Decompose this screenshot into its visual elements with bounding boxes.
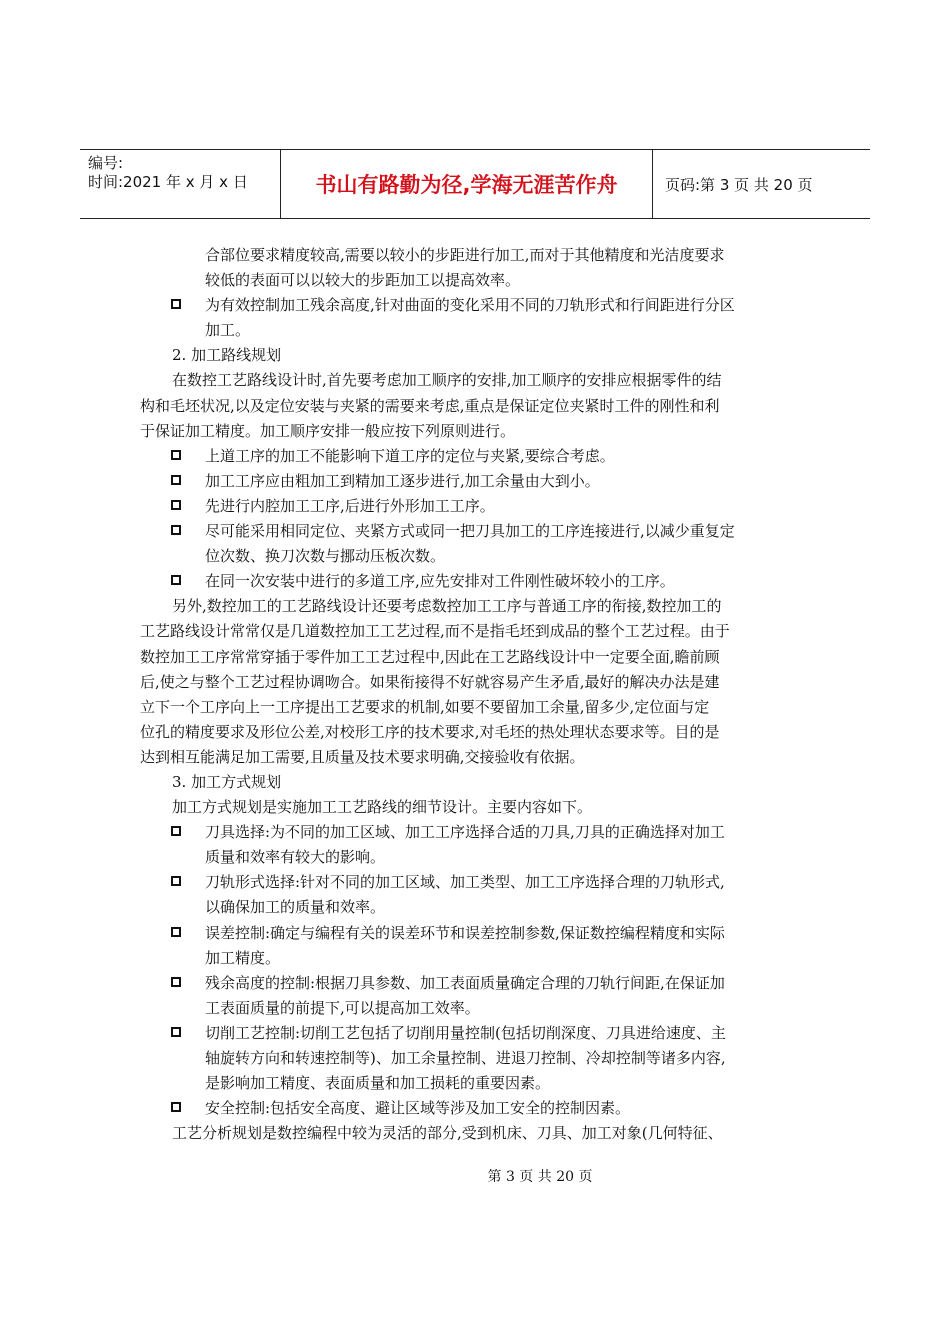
line-text: 工表面质量的前提下,可以提高加工效率。	[205, 998, 480, 1017]
line-text: 另外,数控加工的工艺路线设计还要考虑数控加工工序与普通工序的衔接,数控加工的	[172, 597, 722, 616]
checkbox-bullet-icon	[171, 1027, 181, 1037]
text-line	[140, 695, 820, 720]
line-text: 在数控工艺路线设计时,首先要考虑加工顺序的安排,加工顺序的安排应根据零件的结	[172, 371, 722, 390]
text-line	[140, 670, 820, 695]
line-text: 2. 加工路线规划	[172, 346, 282, 365]
line-text: 是影响加工精度、表面质量和加工损耗的重要因素。	[205, 1074, 551, 1093]
line-text: 质量和效率有较大的影响。	[205, 848, 386, 867]
line-text: 数控加工工序常常穿插于零件加工工艺过程中,因此在工艺路线设计中一定要全面,瞻前顾	[140, 647, 720, 666]
line-text: 位次数、换刀次数与挪动压板次数。	[205, 547, 446, 566]
date-label: 时间:2021 年 x 月 x 日	[88, 173, 248, 191]
line-text: 先进行内腔加工工序,后进行外形加工工序。	[205, 496, 495, 515]
text-line	[140, 594, 820, 619]
motto: 书山有路勤为径,学海无涯苦作舟	[281, 150, 653, 218]
text-line	[140, 619, 820, 644]
bullet-line	[140, 921, 820, 946]
line-text: 刀轨形式选择:针对不同的加工区域、加工类型、加工工序选择合理的刀轨形式,	[205, 873, 725, 892]
text-line	[140, 268, 820, 293]
checkbox-bullet-icon	[171, 525, 181, 535]
line-text: 轴旋转方向和转速控制等)、加工余量控制、进退刀控制、冷却控制等诸多内容,	[205, 1049, 726, 1067]
line-text: 较低的表面可以以较大的步距加工以提高效率。	[205, 271, 521, 290]
line-text: 加工方式规划是实施加工工艺路线的细节设计。主要内容如下。	[172, 798, 593, 817]
text-line	[140, 1046, 820, 1071]
document-body	[140, 243, 820, 1146]
line-text: 构和毛坯状况,以及定位安装与夹紧的需要来考虑,重点是保证定位夹紧时工件的刚性和利	[140, 396, 720, 415]
bullet-line	[140, 494, 820, 519]
line-text: 上道工序的加工不能影响下道工序的定位与夹紧,要综合考虑。	[205, 446, 615, 465]
line-text: 达到相互能满足加工需要,且质量及技术要求明确,交接验收有依据。	[140, 747, 585, 766]
text-line	[140, 243, 820, 268]
checkbox-bullet-icon	[171, 450, 181, 460]
checkbox-bullet-icon	[171, 500, 181, 510]
line-text: 误差控制:确定与编程有关的误差环节和误差控制参数,保证数控编程精度和实际	[205, 923, 725, 942]
text-line	[140, 1121, 820, 1146]
line-text: 后,使之与整个工艺过程协调吻合。如果衔接得不好就容易产生矛盾,最好的解决办法是建	[140, 672, 720, 691]
page-label: 页码:第 3 页 共 20 页	[665, 175, 813, 194]
page-footer: 第 3 页 共 20 页	[487, 1169, 593, 1185]
line-text: 合部位要求精度较高,需要以较小的步距进行加工,而对于其他精度和光洁度要求	[205, 246, 725, 264]
text-line	[140, 394, 820, 419]
checkbox-bullet-icon	[171, 299, 181, 309]
line-text: 立下一个工序向上一工序提出工艺要求的机制,如要不要留加工余量,留多少,定位面与定	[140, 697, 710, 716]
checkbox-bullet-icon	[171, 876, 181, 886]
page-header	[80, 149, 870, 219]
bullet-line	[140, 1096, 820, 1121]
line-text: 工艺分析规划是数控编程中较为灵活的部分,受到机床、刀具、加工对象(几何特征、	[172, 1124, 723, 1143]
line-text: 安全控制:包括安全高度、避让区域等涉及加工安全的控制因素。	[205, 1099, 631, 1118]
bullet-line	[140, 519, 820, 544]
line-text: 为有效控制加工残余高度,针对曲面的变化采用不同的刀轨形式和行间距进行分区	[205, 296, 735, 315]
line-text: 残余高度的控制:根据刀具参数、加工表面质量确定合理的刀轨行间距,在保证加	[205, 973, 725, 992]
text-line	[140, 645, 820, 670]
checkbox-bullet-icon	[171, 1102, 181, 1112]
checkbox-bullet-icon	[171, 826, 181, 836]
text-line	[140, 770, 820, 795]
line-text: 加工工序应由粗加工到精加工逐步进行,加工余量由大到小。	[205, 471, 600, 490]
checkbox-bullet-icon	[171, 475, 181, 485]
line-text: 3. 加工方式规划	[172, 772, 282, 791]
text-line	[140, 318, 820, 343]
line-text: 尽可能采用相同定位、夹紧方式或同一把刀具加工的工序连接进行,以减少重复定	[205, 522, 735, 541]
bullet-line	[140, 444, 820, 469]
line-text: 切削工艺控制:切削工艺包括了切削用量控制(包括切削深度、刀具进给速度、主	[205, 1023, 726, 1042]
line-text: 以确保加工的质量和效率。	[205, 898, 386, 917]
bullet-line	[140, 469, 820, 494]
text-line	[140, 845, 820, 870]
line-text: 加工精度。	[205, 948, 281, 967]
text-line	[140, 946, 820, 971]
number-label: 编号:	[88, 154, 124, 172]
bullet-line	[140, 820, 820, 845]
text-line	[140, 368, 820, 393]
line-text: 于保证加工精度。加工顺序安排一般应按下列原则进行。	[140, 421, 516, 440]
bullet-line	[140, 971, 820, 996]
text-line	[140, 1071, 820, 1096]
text-line	[140, 720, 820, 745]
checkbox-bullet-icon	[171, 575, 181, 585]
line-text: 在同一次安装中进行的多道工序,应先安排对工件刚性破坏较小的工序。	[205, 572, 675, 591]
line-text: 加工。	[205, 321, 251, 340]
text-line	[140, 795, 820, 820]
text-line	[140, 544, 820, 569]
text-line	[140, 419, 820, 444]
bullet-line	[140, 293, 820, 318]
text-line	[140, 343, 820, 368]
bullet-line	[140, 1021, 820, 1046]
line-text: 工艺路线设计常常仅是几道数控加工工艺过程,而不是指毛坯到成品的整个工艺过程。由于	[140, 622, 730, 641]
line-text: 刀具选择:为不同的加工区域、加工工序选择合适的刀具,刀具的正确选择对加工	[205, 823, 725, 842]
checkbox-bullet-icon	[171, 977, 181, 987]
text-line	[140, 745, 820, 770]
text-line	[140, 996, 820, 1021]
bullet-line	[140, 870, 820, 895]
header-meta	[80, 150, 281, 218]
bullet-line	[140, 569, 820, 594]
text-line	[140, 895, 820, 920]
checkbox-bullet-icon	[171, 927, 181, 937]
line-text: 位孔的精度要求及形位公差,对校形工序的技术要求,对毛坯的热处理状态要求等。目的是	[140, 722, 720, 741]
